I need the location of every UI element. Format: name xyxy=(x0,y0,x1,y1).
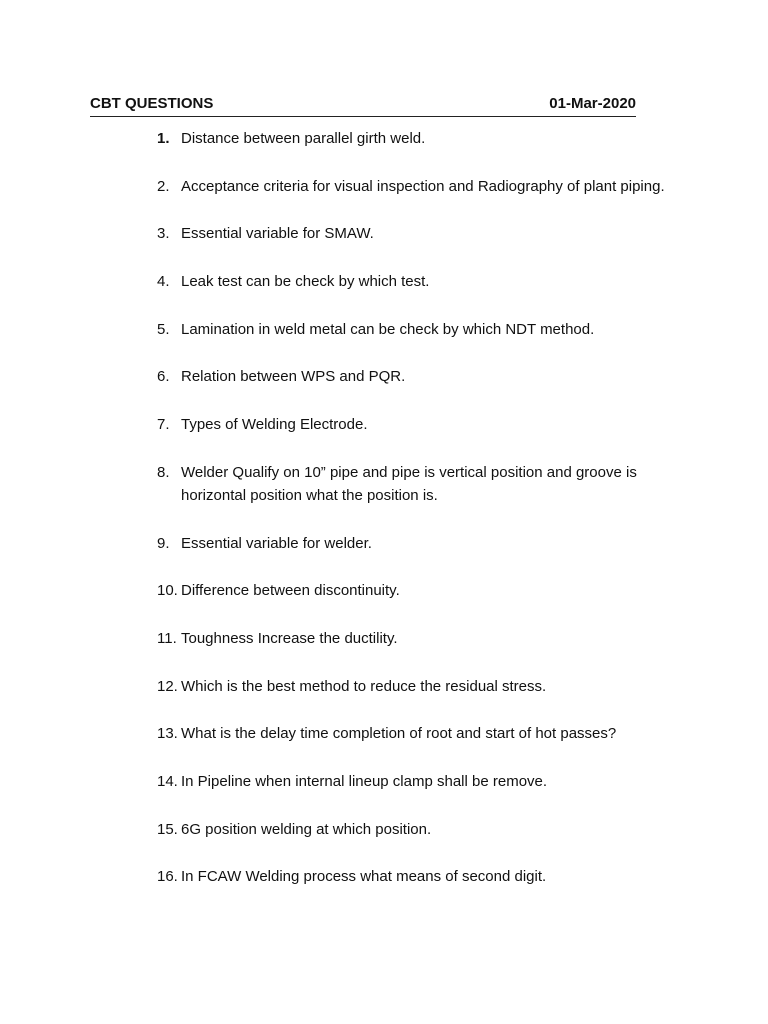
question-item xyxy=(157,365,687,388)
question-number: 6. xyxy=(157,368,170,386)
question-list xyxy=(157,127,687,913)
question-item xyxy=(157,675,687,698)
question-text: Acceptance criteria for visual inspection and Radiography of plant piping. xyxy=(181,177,665,195)
question-number: 10. xyxy=(157,582,178,600)
question-item xyxy=(157,722,687,745)
question-number: 16. xyxy=(157,868,178,886)
question-number: 14. xyxy=(157,772,178,790)
question-number: 8. xyxy=(157,463,170,481)
question-item xyxy=(157,413,687,436)
question-item xyxy=(157,770,687,793)
question-text: Essential variable for welder. xyxy=(181,534,372,552)
question-item xyxy=(157,818,687,841)
document-header xyxy=(90,94,636,117)
question-text: Leak test can be check by which test. xyxy=(181,273,430,291)
question-text: Types of Welding Electrode. xyxy=(181,416,368,434)
question-text: Which is the best method to reduce the residual stress. xyxy=(181,677,547,695)
question-number: 2. xyxy=(157,177,170,195)
question-item xyxy=(157,865,687,888)
question-item xyxy=(157,270,687,293)
question-number: 13. xyxy=(157,725,178,743)
question-text: 6G position welding at which position. xyxy=(181,820,432,838)
question-number: 4. xyxy=(157,273,170,291)
question-text: Welder Qualify on 10” pipe and pipe is vertical position and groove is horizontal position what the position is. xyxy=(181,463,637,504)
question-number: 3. xyxy=(157,225,170,243)
question-text: Distance between parallel girth weld. xyxy=(181,130,426,147)
question-number: 15. xyxy=(157,820,178,838)
question-text: Difference between discontinuity. xyxy=(181,582,400,600)
question-item xyxy=(157,222,687,245)
question-text: In Pipeline when internal lineup clamp shall be remove. xyxy=(181,772,548,790)
question-item xyxy=(157,127,687,150)
question-text: Toughness Increase the ductility. xyxy=(181,629,398,647)
question-text: In FCAW Welding process what means of second digit. xyxy=(181,868,547,886)
document-title: CBT QUESTIONS xyxy=(90,95,214,112)
document-date: 01-Mar-2020 xyxy=(549,95,636,112)
question-item xyxy=(157,579,687,602)
question-text: Essential variable for SMAW. xyxy=(181,225,374,243)
question-number: 1. xyxy=(157,130,170,147)
question-item xyxy=(157,532,687,555)
question-number: 5. xyxy=(157,320,170,338)
question-number: 12. xyxy=(157,677,178,695)
question-item xyxy=(157,318,687,341)
question-item xyxy=(157,461,687,507)
question-text: What is the delay time completion of root and start of hot passes? xyxy=(181,725,617,743)
question-text: Lamination in weld metal can be check by which NDT method. xyxy=(181,320,595,338)
question-number: 7. xyxy=(157,416,170,434)
question-number: 11. xyxy=(157,629,177,647)
question-text: Relation between WPS and PQR. xyxy=(181,368,406,386)
question-number: 9. xyxy=(157,534,170,552)
question-item xyxy=(157,627,687,650)
question-item xyxy=(157,175,687,198)
